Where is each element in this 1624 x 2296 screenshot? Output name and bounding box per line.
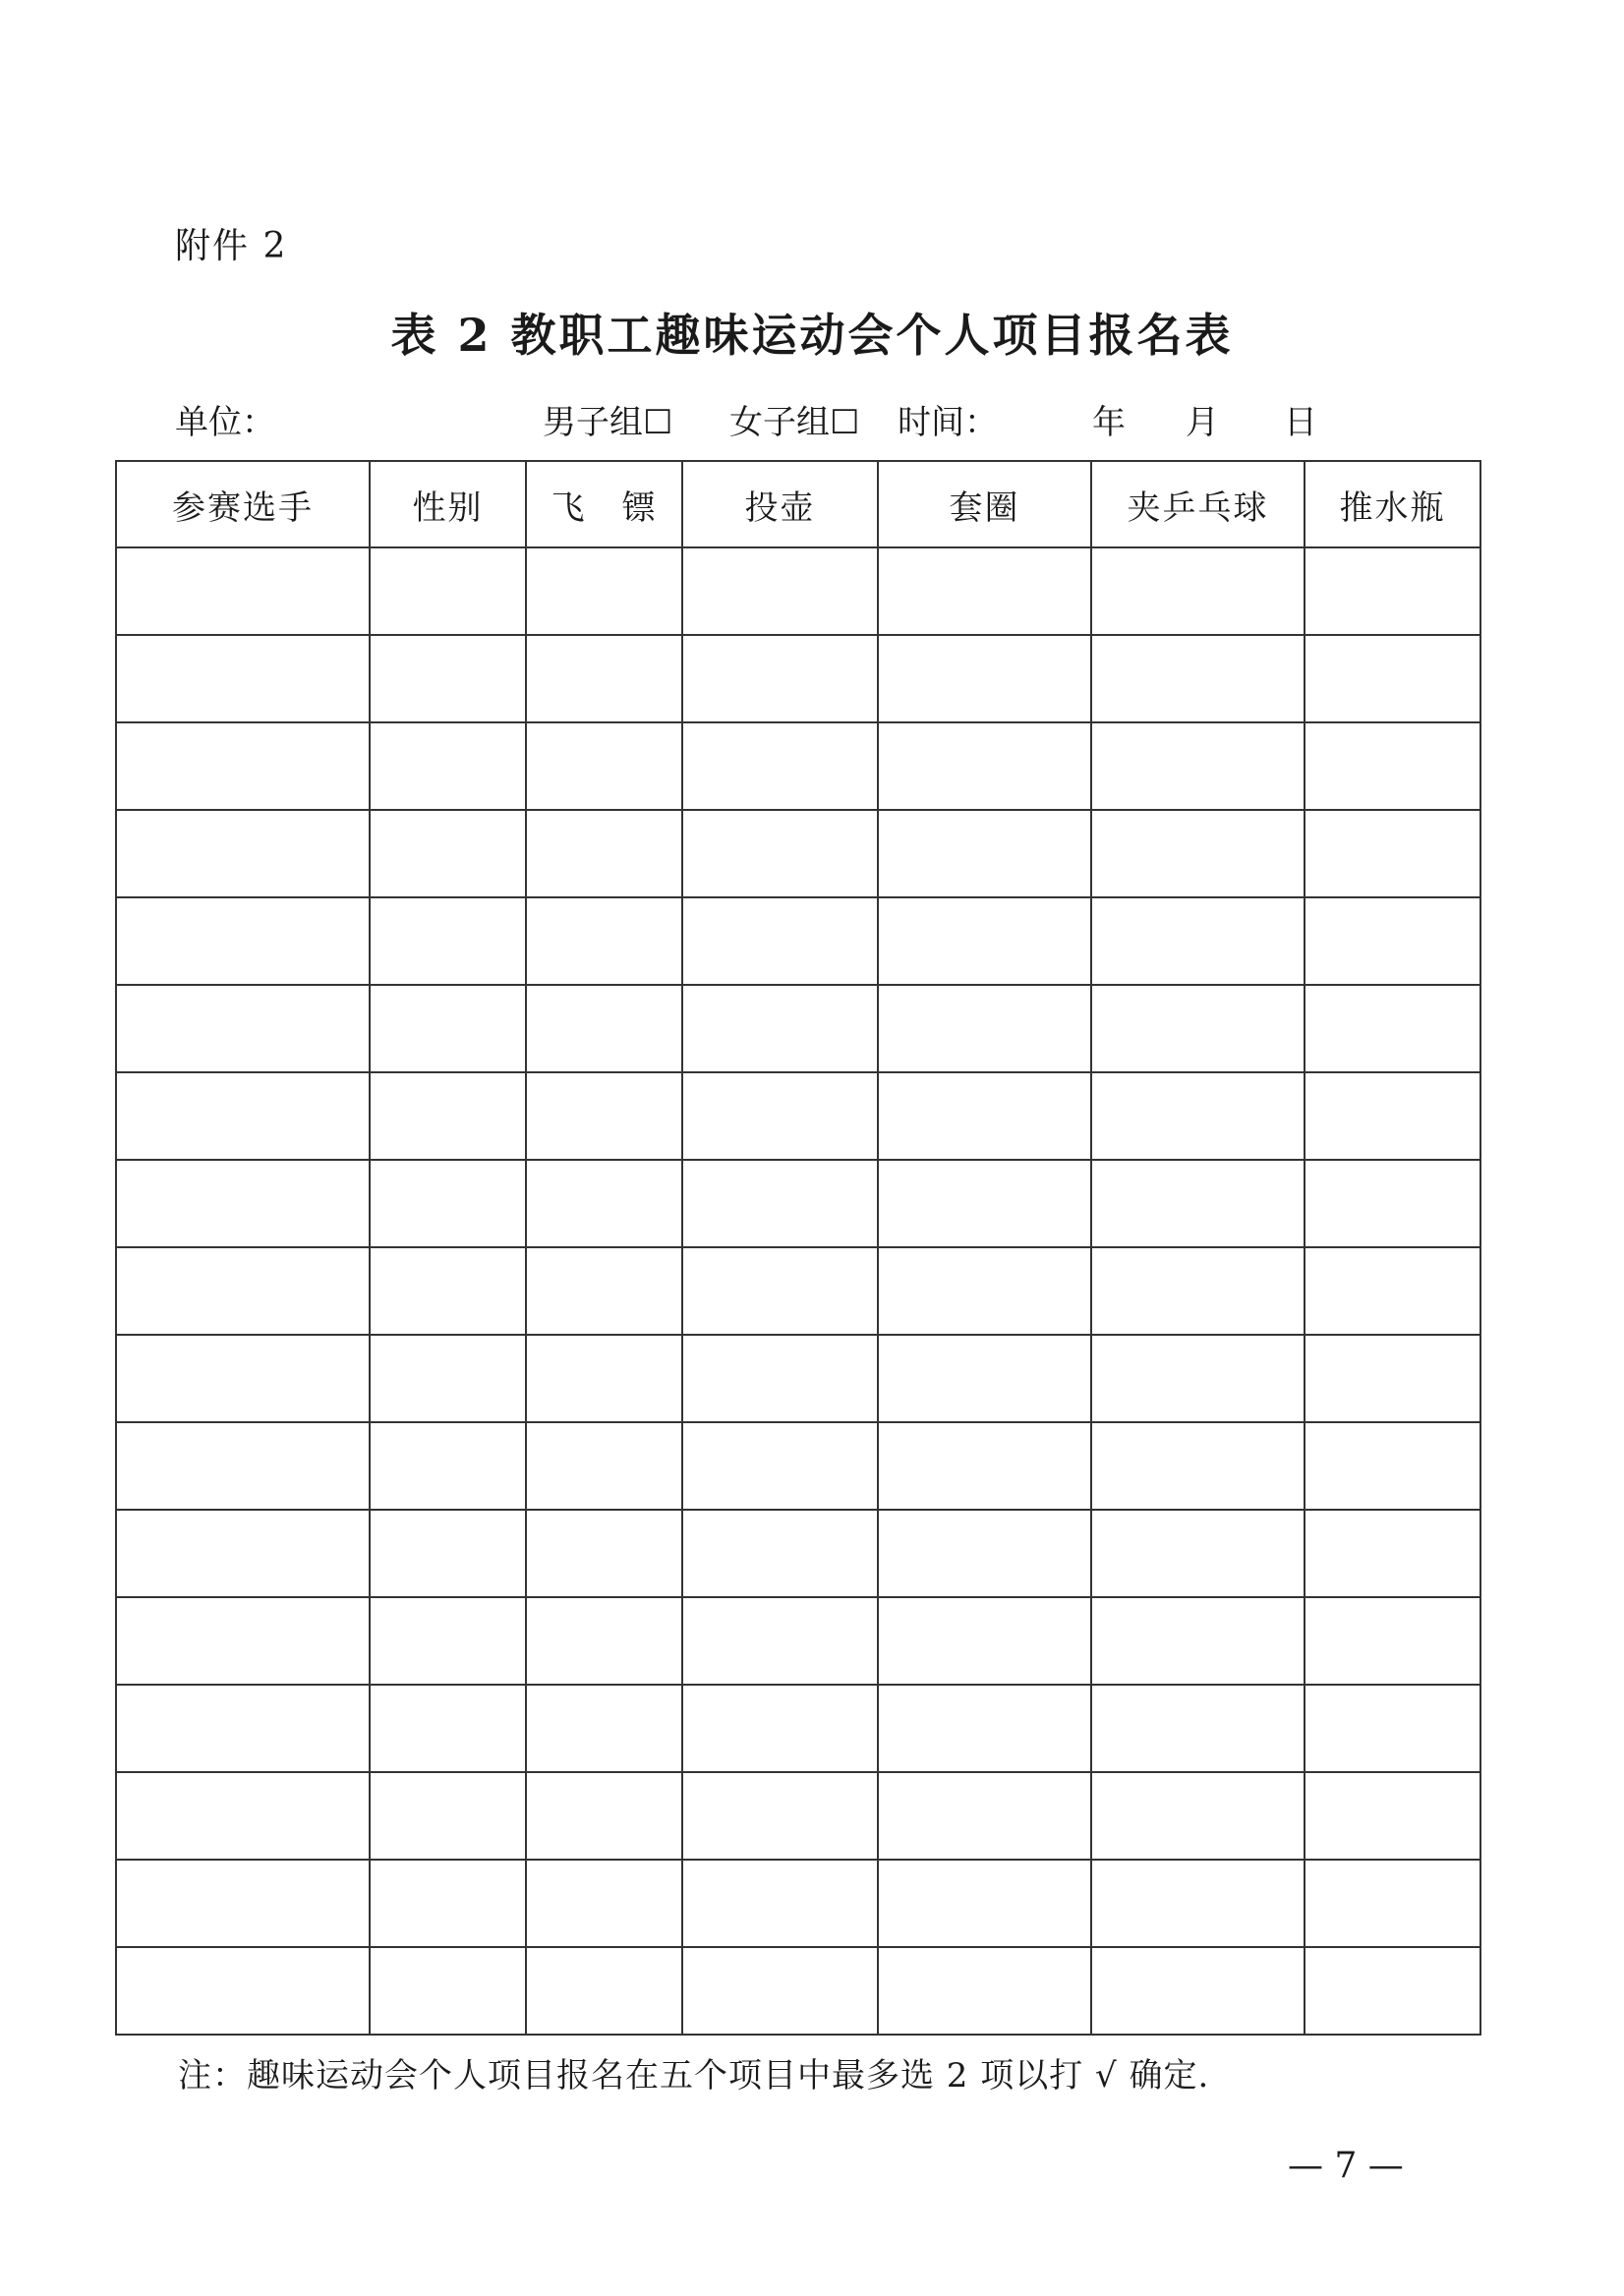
entry-cell[interactable] xyxy=(370,1510,526,1597)
table-row xyxy=(116,1247,1480,1335)
entry-cell[interactable] xyxy=(116,1597,370,1685)
table-row xyxy=(116,897,1480,985)
table-row xyxy=(116,1072,1480,1160)
entry-cell[interactable] xyxy=(682,897,878,985)
entry-cell[interactable] xyxy=(682,1772,878,1860)
entry-cell[interactable] xyxy=(116,722,370,810)
entry-cell[interactable] xyxy=(682,1685,878,1772)
table-body xyxy=(116,547,1480,2035)
header-participant: 参赛选手 xyxy=(116,461,370,547)
entry-cell[interactable] xyxy=(1305,635,1480,722)
entry-cell[interactable] xyxy=(526,985,682,1072)
entry-cell[interactable] xyxy=(878,1597,1091,1685)
entry-cell[interactable] xyxy=(116,1422,370,1510)
table-row xyxy=(116,1597,1480,1685)
table-row xyxy=(116,810,1480,897)
entry-cell[interactable] xyxy=(370,1947,526,2035)
entry-cell[interactable] xyxy=(1305,1247,1480,1335)
entry-cell[interactable] xyxy=(878,810,1091,897)
entry-cell[interactable] xyxy=(878,1860,1091,1947)
entry-cell[interactable] xyxy=(526,1510,682,1597)
table-row xyxy=(116,1860,1480,1947)
entry-cell[interactable] xyxy=(526,1685,682,1772)
entry-cell[interactable] xyxy=(526,1160,682,1247)
entry-cell[interactable] xyxy=(370,1072,526,1160)
entry-cell[interactable] xyxy=(526,810,682,897)
unit-label: 单位： xyxy=(175,403,275,442)
entry-cell[interactable] xyxy=(878,1160,1091,1247)
day-label: 日 xyxy=(1284,403,1317,442)
table-row xyxy=(116,1335,1480,1422)
entry-cell[interactable] xyxy=(1305,985,1480,1072)
entry-cell[interactable] xyxy=(1091,1335,1305,1422)
entry-cell[interactable] xyxy=(878,985,1091,1072)
entry-cell[interactable] xyxy=(116,547,370,635)
entry-cell[interactable] xyxy=(370,547,526,635)
entry-cell[interactable] xyxy=(370,810,526,897)
entry-cell[interactable] xyxy=(526,635,682,722)
entry-cell[interactable] xyxy=(526,1772,682,1860)
table-row xyxy=(116,1685,1480,1772)
entry-cell[interactable] xyxy=(1305,1072,1480,1160)
entry-cell[interactable] xyxy=(526,1947,682,2035)
month-label: 月 xyxy=(1186,403,1219,442)
form-title: 表 2 教职工趣味运动会个人项目报名表 xyxy=(390,309,1234,362)
entry-cell[interactable] xyxy=(682,1335,878,1422)
entry-cell[interactable] xyxy=(370,1422,526,1510)
entry-cell[interactable] xyxy=(1091,810,1305,897)
entry-cell[interactable] xyxy=(878,1335,1091,1422)
entry-cell[interactable] xyxy=(370,1685,526,1772)
header-pitch-pot: 投壶 xyxy=(682,461,878,547)
female-group-option[interactable]: 女子组☐ xyxy=(729,403,860,442)
entry-cell[interactable] xyxy=(526,1597,682,1685)
entry-cell[interactable] xyxy=(1305,1947,1480,2035)
entry-cell[interactable] xyxy=(116,1685,370,1772)
entry-cell[interactable] xyxy=(1091,1772,1305,1860)
entry-cell[interactable] xyxy=(1091,985,1305,1072)
entry-cell[interactable] xyxy=(370,1247,526,1335)
entry-cell[interactable] xyxy=(370,1160,526,1247)
entry-cell[interactable] xyxy=(1091,1510,1305,1597)
entry-cell[interactable] xyxy=(682,1422,878,1510)
entry-cell[interactable] xyxy=(1305,810,1480,897)
year-label: 年 xyxy=(1092,403,1126,442)
entry-cell[interactable] xyxy=(682,1160,878,1247)
entry-cell[interactable] xyxy=(682,722,878,810)
entry-cell[interactable] xyxy=(878,897,1091,985)
entry-cell[interactable] xyxy=(682,810,878,897)
header-row xyxy=(116,461,1480,547)
entry-cell[interactable] xyxy=(526,1335,682,1422)
entry-cell[interactable] xyxy=(1305,1335,1480,1422)
entry-cell[interactable] xyxy=(1091,1247,1305,1335)
entry-cell[interactable] xyxy=(1305,897,1480,985)
entry-cell[interactable] xyxy=(370,1597,526,1685)
entry-cell[interactable] xyxy=(878,547,1091,635)
entry-cell[interactable] xyxy=(1305,1685,1480,1772)
entry-cell[interactable] xyxy=(878,1247,1091,1335)
entry-cell[interactable] xyxy=(116,1772,370,1860)
entry-cell[interactable] xyxy=(1091,1072,1305,1160)
entry-cell[interactable] xyxy=(878,722,1091,810)
entry-cell[interactable] xyxy=(1305,1510,1480,1597)
entry-cell[interactable] xyxy=(878,1510,1091,1597)
entry-cell[interactable] xyxy=(1091,1685,1305,1772)
entry-cell[interactable] xyxy=(116,1160,370,1247)
header-gender: 性别 xyxy=(370,461,526,547)
entry-cell[interactable] xyxy=(1091,1860,1305,1947)
entry-cell[interactable] xyxy=(682,635,878,722)
entry-cell[interactable] xyxy=(116,1247,370,1335)
entry-cell[interactable] xyxy=(526,897,682,985)
entry-cell[interactable] xyxy=(1305,1597,1480,1685)
entry-cell[interactable] xyxy=(878,1772,1091,1860)
entry-cell[interactable] xyxy=(1091,1160,1305,1247)
entry-cell[interactable] xyxy=(526,547,682,635)
entry-cell[interactable] xyxy=(116,1947,370,2035)
entry-cell[interactable] xyxy=(1305,547,1480,635)
entry-cell[interactable] xyxy=(878,635,1091,722)
entry-cell[interactable] xyxy=(1091,635,1305,722)
entry-cell[interactable] xyxy=(116,1860,370,1947)
entry-cell[interactable] xyxy=(370,635,526,722)
registration-table xyxy=(115,460,1481,2036)
note: 注：趣味运动会个人项目报名在五个项目中最多选 2 项以打 √ 确定. xyxy=(178,2056,1210,2095)
entry-cell[interactable] xyxy=(1091,547,1305,635)
entry-cell[interactable] xyxy=(1091,1422,1305,1510)
entry-cell[interactable] xyxy=(1091,1947,1305,2035)
entry-cell[interactable] xyxy=(682,1247,878,1335)
entry-cell[interactable] xyxy=(370,1860,526,1947)
entry-cell[interactable] xyxy=(116,1510,370,1597)
entry-cell[interactable] xyxy=(878,1072,1091,1160)
table-row xyxy=(116,635,1480,722)
table-row xyxy=(116,722,1480,810)
entry-cell[interactable] xyxy=(370,897,526,985)
entry-cell[interactable] xyxy=(1091,722,1305,810)
header-push-bottle: 推水瓶 xyxy=(1305,461,1480,547)
entry-cell[interactable] xyxy=(370,985,526,1072)
attachment-label: 附件 2 xyxy=(175,226,288,266)
entry-cell[interactable] xyxy=(1091,897,1305,985)
table-row xyxy=(116,1422,1480,1510)
entry-cell[interactable] xyxy=(878,1947,1091,2035)
entry-cell[interactable] xyxy=(526,722,682,810)
entry-cell[interactable] xyxy=(1305,1772,1480,1860)
table-row xyxy=(116,1510,1480,1597)
entry-cell[interactable] xyxy=(682,1597,878,1685)
page-number: — 7 — xyxy=(1288,2146,1404,2186)
table-row xyxy=(116,985,1480,1072)
entry-cell[interactable] xyxy=(682,1860,878,1947)
entry-cell[interactable] xyxy=(682,547,878,635)
entry-cell[interactable] xyxy=(1305,1422,1480,1510)
entry-cell[interactable] xyxy=(526,1247,682,1335)
entry-cell[interactable] xyxy=(1305,1860,1480,1947)
header-darts: 飞 镖 xyxy=(526,461,682,547)
header-ping-pong-pick: 夹乒乓球 xyxy=(1091,461,1305,547)
entry-cell[interactable] xyxy=(682,1510,878,1597)
entry-cell[interactable] xyxy=(116,985,370,1072)
entry-cell[interactable] xyxy=(1305,1160,1480,1247)
header-ring-toss: 套圈 xyxy=(878,461,1091,547)
entry-cell[interactable] xyxy=(1305,722,1480,810)
table-row xyxy=(116,1160,1480,1247)
entry-cell[interactable] xyxy=(370,1335,526,1422)
table-row xyxy=(116,1772,1480,1860)
entry-cell[interactable] xyxy=(116,810,370,897)
entry-cell[interactable] xyxy=(878,1422,1091,1510)
entry-cell[interactable] xyxy=(116,635,370,722)
table-row xyxy=(116,1947,1480,2035)
entry-cell[interactable] xyxy=(682,985,878,1072)
entry-cell[interactable] xyxy=(878,1685,1091,1772)
table-row xyxy=(116,547,1480,635)
male-group-option[interactable]: 男子组☐ xyxy=(543,403,673,442)
entry-cell[interactable] xyxy=(682,1072,878,1160)
entry-cell[interactable] xyxy=(682,1947,878,2035)
entry-cell[interactable] xyxy=(1091,1597,1305,1685)
entry-cell[interactable] xyxy=(116,897,370,985)
entry-cell[interactable] xyxy=(370,1772,526,1860)
entry-cell[interactable] xyxy=(116,1335,370,1422)
entry-cell[interactable] xyxy=(370,722,526,810)
time-label: 时间： xyxy=(898,403,998,442)
entry-cell[interactable] xyxy=(116,1072,370,1160)
entry-cell[interactable] xyxy=(526,1072,682,1160)
entry-cell[interactable] xyxy=(526,1860,682,1947)
entry-cell[interactable] xyxy=(526,1422,682,1510)
